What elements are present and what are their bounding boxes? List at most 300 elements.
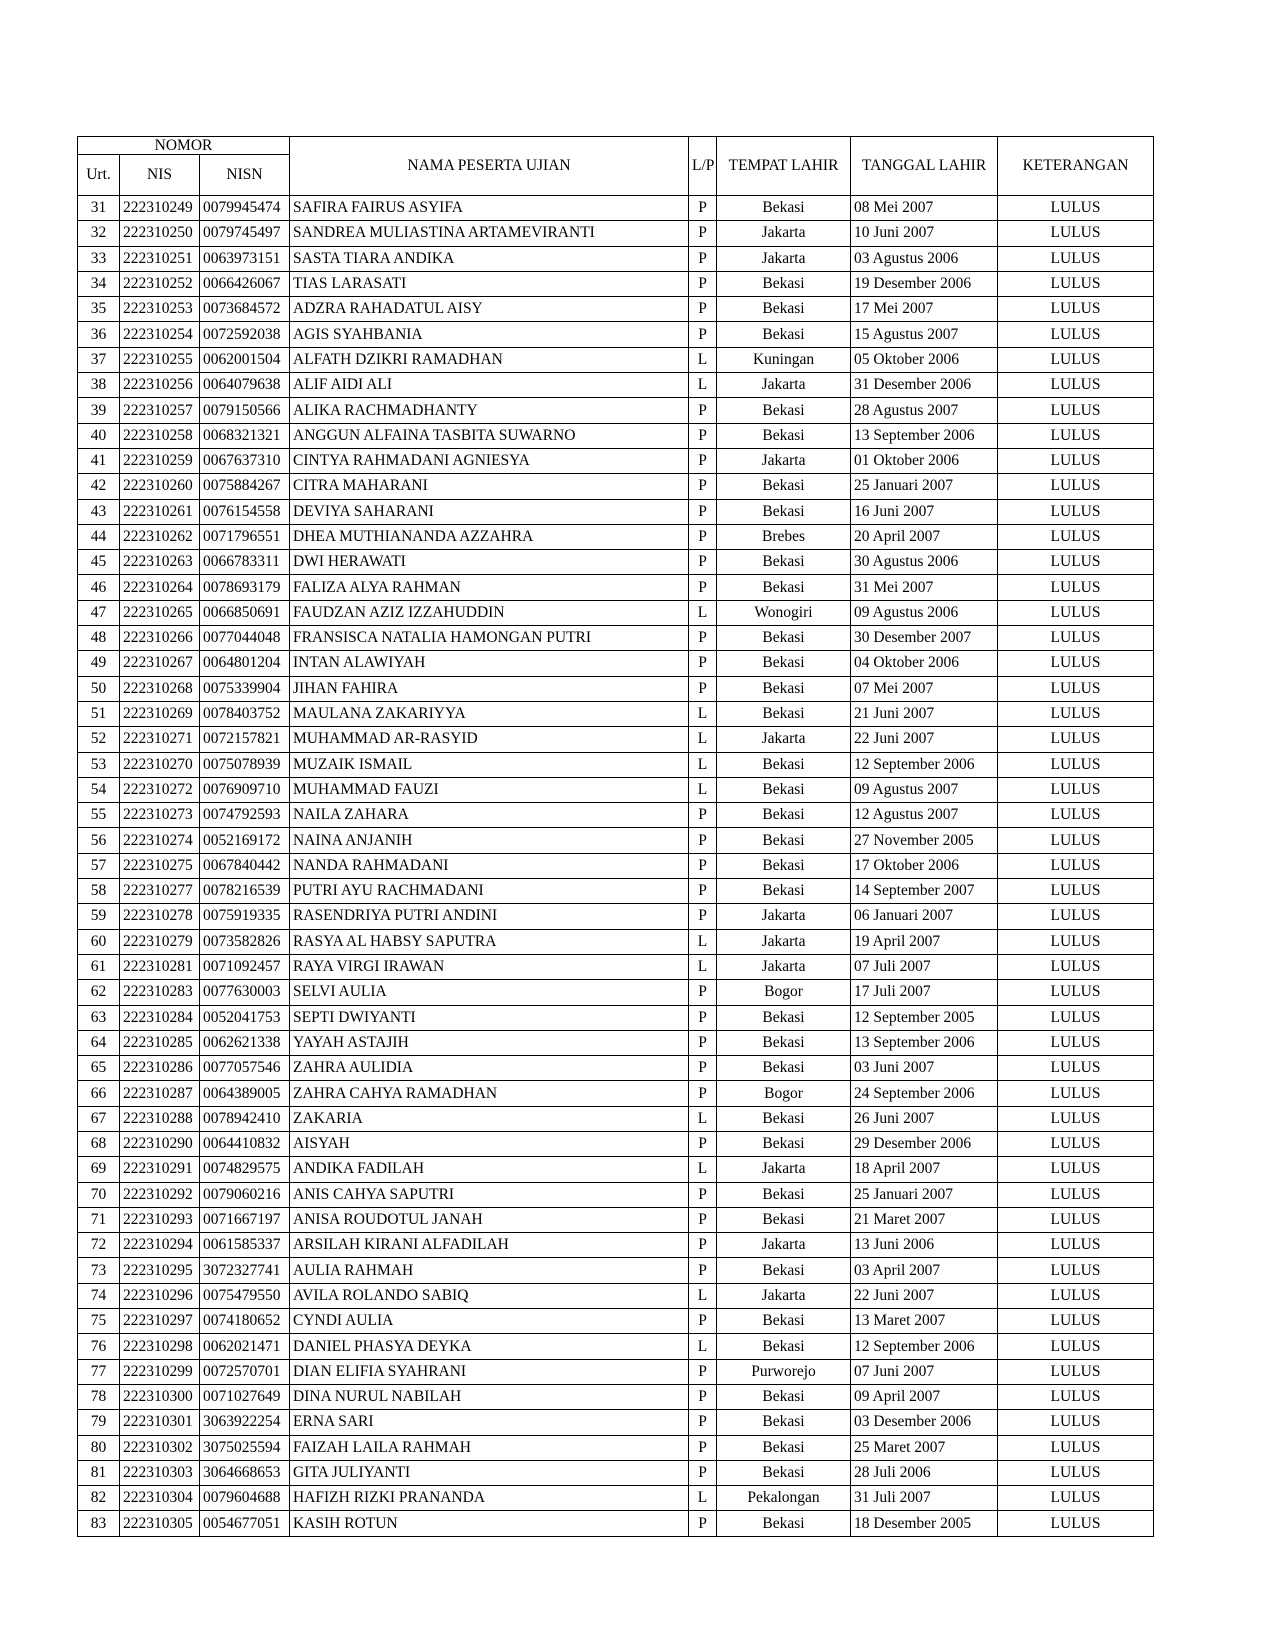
row-lp: P [689, 423, 717, 448]
row-tempat-lahir: Bekasi [717, 1030, 851, 1055]
row-nama: ANISA ROUDOTUL JANAH [290, 1207, 689, 1232]
table-row [78, 1334, 1154, 1359]
table-row [78, 1384, 1154, 1409]
row-nis: 222310268 [120, 676, 200, 701]
table-row [78, 322, 1154, 347]
row-tanggal-lahir: 12 Agustus 2007 [851, 803, 998, 828]
row-keterangan: LULUS [998, 448, 1154, 473]
table-row [78, 1283, 1154, 1308]
row-keterangan: LULUS [998, 1334, 1154, 1359]
row-nama: DIAN ELIFIA SYAHRANI [290, 1359, 689, 1384]
row-nisn: 0074792593 [200, 803, 290, 828]
row-urt: 37 [78, 347, 120, 372]
row-tanggal-lahir: 07 Juli 2007 [851, 954, 998, 979]
row-nisn: 0073684572 [200, 297, 290, 322]
row-nisn: 0062001504 [200, 347, 290, 372]
table-row [78, 271, 1154, 296]
row-nisn: 0078942410 [200, 1106, 290, 1131]
row-tempat-lahir: Jakarta [717, 1233, 851, 1258]
row-keterangan: LULUS [998, 1157, 1154, 1182]
row-tanggal-lahir: 28 Agustus 2007 [851, 398, 998, 423]
row-nisn: 0077630003 [200, 980, 290, 1005]
table-row [78, 777, 1154, 802]
row-lp: P [689, 828, 717, 853]
row-tempat-lahir: Jakarta [717, 1283, 851, 1308]
row-keterangan: LULUS [998, 524, 1154, 549]
row-lp: L [689, 347, 717, 372]
row-urt: 34 [78, 271, 120, 296]
table-row [78, 1486, 1154, 1511]
table-row [78, 1410, 1154, 1435]
row-urt: 35 [78, 297, 120, 322]
row-urt: 40 [78, 423, 120, 448]
row-tanggal-lahir: 17 Juli 2007 [851, 980, 998, 1005]
row-tempat-lahir: Bekasi [717, 1334, 851, 1359]
row-urt: 58 [78, 879, 120, 904]
row-lp: L [689, 1157, 717, 1182]
row-nama: ZAKARIA [290, 1106, 689, 1131]
row-nis: 222310250 [120, 221, 200, 246]
row-tempat-lahir: Bekasi [717, 651, 851, 676]
row-urt: 62 [78, 980, 120, 1005]
row-urt: 57 [78, 853, 120, 878]
row-keterangan: LULUS [998, 1359, 1154, 1384]
row-urt: 74 [78, 1283, 120, 1308]
row-nama: RAYA VIRGI IRAWAN [290, 954, 689, 979]
row-nis: 222310297 [120, 1309, 200, 1334]
row-keterangan: LULUS [998, 1207, 1154, 1232]
header-nisn: NISN [200, 155, 290, 196]
row-tempat-lahir: Jakarta [717, 904, 851, 929]
row-keterangan: LULUS [998, 398, 1154, 423]
row-keterangan: LULUS [998, 1435, 1154, 1460]
row-urt: 52 [78, 727, 120, 752]
row-nisn: 0067840442 [200, 853, 290, 878]
row-tempat-lahir: Kuningan [717, 347, 851, 372]
row-keterangan: LULUS [998, 322, 1154, 347]
row-urt: 68 [78, 1131, 120, 1156]
row-nis: 222310264 [120, 575, 200, 600]
row-nama: DHEA MUTHIANANDA AZZAHRA [290, 524, 689, 549]
row-keterangan: LULUS [998, 727, 1154, 752]
row-lp: P [689, 271, 717, 296]
row-nis: 222310254 [120, 322, 200, 347]
row-nama: ANGGUN ALFAINA TASBITA SUWARNO [290, 423, 689, 448]
row-nis: 222310256 [120, 373, 200, 398]
row-lp: L [689, 954, 717, 979]
row-lp: P [689, 879, 717, 904]
row-lp: L [689, 1486, 717, 1511]
row-urt: 32 [78, 221, 120, 246]
row-nisn: 0064389005 [200, 1081, 290, 1106]
row-nisn: 0073582826 [200, 929, 290, 954]
row-nama: ZAHRA AULIDIA [290, 1056, 689, 1081]
row-tanggal-lahir: 18 April 2007 [851, 1157, 998, 1182]
row-tanggal-lahir: 24 September 2006 [851, 1081, 998, 1106]
row-lp: P [689, 1030, 717, 1055]
row-tempat-lahir: Bekasi [717, 879, 851, 904]
row-lp: P [689, 853, 717, 878]
row-nama: CYNDI AULIA [290, 1309, 689, 1334]
row-nisn: 0071796551 [200, 524, 290, 549]
row-tanggal-lahir: 28 Juli 2006 [851, 1460, 998, 1485]
row-lp: L [689, 752, 717, 777]
row-keterangan: LULUS [998, 1410, 1154, 1435]
table-row [78, 879, 1154, 904]
row-urt: 42 [78, 474, 120, 499]
row-nama: SASTA TIARA ANDIKA [290, 246, 689, 271]
row-nisn: 0062021471 [200, 1334, 290, 1359]
row-tempat-lahir: Bekasi [717, 1384, 851, 1409]
row-nisn: 0062621338 [200, 1030, 290, 1055]
row-urt: 66 [78, 1081, 120, 1106]
row-tanggal-lahir: 31 Desember 2006 [851, 373, 998, 398]
row-nisn: 0071027649 [200, 1384, 290, 1409]
row-urt: 51 [78, 701, 120, 726]
row-urt: 76 [78, 1334, 120, 1359]
row-urt: 49 [78, 651, 120, 676]
row-nisn: 0054677051 [200, 1511, 290, 1536]
row-tanggal-lahir: 15 Agustus 2007 [851, 322, 998, 347]
row-nisn: 0077057546 [200, 1056, 290, 1081]
row-tanggal-lahir: 14 September 2007 [851, 879, 998, 904]
row-keterangan: LULUS [998, 373, 1154, 398]
row-tanggal-lahir: 07 Mei 2007 [851, 676, 998, 701]
table-row [78, 1005, 1154, 1030]
row-keterangan: LULUS [998, 651, 1154, 676]
row-tempat-lahir: Bekasi [717, 474, 851, 499]
table-row [78, 853, 1154, 878]
row-nama: MUHAMMAD FAUZI [290, 777, 689, 802]
row-lp: P [689, 1258, 717, 1283]
row-nisn: 0071092457 [200, 954, 290, 979]
row-tempat-lahir: Bekasi [717, 1309, 851, 1334]
row-lp: P [689, 803, 717, 828]
row-urt: 70 [78, 1182, 120, 1207]
row-tempat-lahir: Pekalongan [717, 1486, 851, 1511]
row-nisn: 0078403752 [200, 701, 290, 726]
row-nis: 222310302 [120, 1435, 200, 1460]
row-nis: 222310279 [120, 929, 200, 954]
table-row [78, 550, 1154, 575]
table-row [78, 626, 1154, 651]
table-row [78, 954, 1154, 979]
row-nisn: 0071667197 [200, 1207, 290, 1232]
row-keterangan: LULUS [998, 828, 1154, 853]
row-nama: INTAN ALAWIYAH [290, 651, 689, 676]
row-tanggal-lahir: 09 April 2007 [851, 1384, 998, 1409]
row-keterangan: LULUS [998, 1309, 1154, 1334]
row-lp: P [689, 1182, 717, 1207]
table-row [78, 398, 1154, 423]
row-nisn: 0064079638 [200, 373, 290, 398]
row-tempat-lahir: Jakarta [717, 221, 851, 246]
table-row [78, 1207, 1154, 1232]
row-nis: 222310270 [120, 752, 200, 777]
row-nis: 222310262 [120, 524, 200, 549]
table-row [78, 1056, 1154, 1081]
row-tempat-lahir: Jakarta [717, 448, 851, 473]
row-nama: ALFATH DZIKRI RAMADHAN [290, 347, 689, 372]
row-nis: 222310305 [120, 1511, 200, 1536]
table-row [78, 524, 1154, 549]
row-urt: 64 [78, 1030, 120, 1055]
row-nisn: 3075025594 [200, 1435, 290, 1460]
row-nis: 222310271 [120, 727, 200, 752]
row-nama: FRANSISCA NATALIA HAMONGAN PUTRI [290, 626, 689, 651]
row-urt: 77 [78, 1359, 120, 1384]
row-lp: P [689, 1056, 717, 1081]
table-row [78, 1460, 1154, 1485]
row-tanggal-lahir: 12 September 2006 [851, 1334, 998, 1359]
row-nisn: 0074829575 [200, 1157, 290, 1182]
row-keterangan: LULUS [998, 499, 1154, 524]
row-keterangan: LULUS [998, 1005, 1154, 1030]
table-row [78, 701, 1154, 726]
row-lp: P [689, 1460, 717, 1485]
row-urt: 31 [78, 196, 120, 221]
row-lp: P [689, 904, 717, 929]
row-tanggal-lahir: 22 Juni 2007 [851, 1283, 998, 1308]
row-lp: L [689, 1106, 717, 1131]
row-nis: 222310255 [120, 347, 200, 372]
row-keterangan: LULUS [998, 297, 1154, 322]
row-tempat-lahir: Jakarta [717, 727, 851, 752]
row-tanggal-lahir: 13 September 2006 [851, 1030, 998, 1055]
row-urt: 56 [78, 828, 120, 853]
row-keterangan: LULUS [998, 777, 1154, 802]
row-lp: P [689, 398, 717, 423]
row-nama: YAYAH ASTAJIH [290, 1030, 689, 1055]
row-nis: 222310303 [120, 1460, 200, 1485]
row-nis: 222310296 [120, 1283, 200, 1308]
row-tanggal-lahir: 12 September 2005 [851, 1005, 998, 1030]
row-keterangan: LULUS [998, 1081, 1154, 1106]
row-keterangan: LULUS [998, 600, 1154, 625]
row-keterangan: LULUS [998, 221, 1154, 246]
row-nama: MUZAIK ISMAIL [290, 752, 689, 777]
row-lp: L [689, 727, 717, 752]
row-keterangan: LULUS [998, 1486, 1154, 1511]
row-tanggal-lahir: 25 Januari 2007 [851, 474, 998, 499]
row-tanggal-lahir: 25 Januari 2007 [851, 1182, 998, 1207]
row-nama: AGIS SYAHBANIA [290, 322, 689, 347]
row-nis: 222310253 [120, 297, 200, 322]
row-tempat-lahir: Bekasi [717, 626, 851, 651]
row-tempat-lahir: Bekasi [717, 803, 851, 828]
row-tanggal-lahir: 01 Oktober 2006 [851, 448, 998, 473]
row-keterangan: LULUS [998, 271, 1154, 296]
row-urt: 71 [78, 1207, 120, 1232]
row-nis: 222310287 [120, 1081, 200, 1106]
row-nama: FALIZA ALYA RAHMAN [290, 575, 689, 600]
row-nama: FAIZAH LAILA RAHMAH [290, 1435, 689, 1460]
row-tanggal-lahir: 31 Mei 2007 [851, 575, 998, 600]
row-keterangan: LULUS [998, 1030, 1154, 1055]
row-lp: P [689, 322, 717, 347]
table-row [78, 828, 1154, 853]
row-tanggal-lahir: 03 Juni 2007 [851, 1056, 998, 1081]
table-row [78, 297, 1154, 322]
row-tempat-lahir: Bekasi [717, 853, 851, 878]
row-nama: TIAS LARASATI [290, 271, 689, 296]
table-row [78, 196, 1154, 221]
row-lp: P [689, 1207, 717, 1232]
header-tempat-lahir: TEMPAT LAHIR [717, 137, 851, 196]
row-nisn: 0075479550 [200, 1283, 290, 1308]
row-nis: 222310294 [120, 1233, 200, 1258]
row-tempat-lahir: Bekasi [717, 1435, 851, 1460]
row-tanggal-lahir: 04 Oktober 2006 [851, 651, 998, 676]
row-nisn: 0079945474 [200, 196, 290, 221]
row-tempat-lahir: Bekasi [717, 423, 851, 448]
row-keterangan: LULUS [998, 1056, 1154, 1081]
row-nama: SANDREA MULIASTINA ARTAMEVIRANTI [290, 221, 689, 246]
row-urt: 65 [78, 1056, 120, 1081]
row-nama: RASENDRIYA PUTRI ANDINI [290, 904, 689, 929]
row-keterangan: LULUS [998, 246, 1154, 271]
row-nama: DINA NURUL NABILAH [290, 1384, 689, 1409]
row-tanggal-lahir: 30 Desember 2007 [851, 626, 998, 651]
table-row [78, 575, 1154, 600]
row-lp: P [689, 676, 717, 701]
row-nama: AULIA RAHMAH [290, 1258, 689, 1283]
row-urt: 47 [78, 600, 120, 625]
students-table [77, 136, 1154, 1537]
row-tempat-lahir: Bekasi [717, 499, 851, 524]
row-tanggal-lahir: 29 Desember 2006 [851, 1131, 998, 1156]
row-lp: L [689, 1334, 717, 1359]
row-lp: P [689, 575, 717, 600]
row-urt: 50 [78, 676, 120, 701]
row-nama: ANIS CAHYA SAPUTRI [290, 1182, 689, 1207]
row-nis: 222310273 [120, 803, 200, 828]
row-keterangan: LULUS [998, 879, 1154, 904]
table-row [78, 448, 1154, 473]
row-nama: AVILA ROLANDO SABIQ [290, 1283, 689, 1308]
row-lp: P [689, 651, 717, 676]
row-urt: 59 [78, 904, 120, 929]
row-tanggal-lahir: 31 Juli 2007 [851, 1486, 998, 1511]
row-tanggal-lahir: 13 Juni 2006 [851, 1233, 998, 1258]
row-nis: 222310293 [120, 1207, 200, 1232]
row-keterangan: LULUS [998, 1258, 1154, 1283]
row-nama: CITRA MAHARANI [290, 474, 689, 499]
row-nisn: 3072327741 [200, 1258, 290, 1283]
row-tempat-lahir: Bekasi [717, 1460, 851, 1485]
header-urt: Urt. [78, 155, 120, 196]
row-nis: 222310267 [120, 651, 200, 676]
row-tanggal-lahir: 25 Maret 2007 [851, 1435, 998, 1460]
row-tanggal-lahir: 12 September 2006 [851, 752, 998, 777]
table-row [78, 1030, 1154, 1055]
row-tanggal-lahir: 07 Juni 2007 [851, 1359, 998, 1384]
row-nama: JIHAN FAHIRA [290, 676, 689, 701]
row-tempat-lahir: Bekasi [717, 1511, 851, 1536]
header-keterangan: KETERANGAN [998, 137, 1154, 196]
row-urt: 72 [78, 1233, 120, 1258]
row-keterangan: LULUS [998, 980, 1154, 1005]
row-tempat-lahir: Bekasi [717, 1056, 851, 1081]
row-nisn: 0068321321 [200, 423, 290, 448]
row-nama: NAILA ZAHARA [290, 803, 689, 828]
row-nis: 222310275 [120, 853, 200, 878]
row-nis: 222310266 [120, 626, 200, 651]
row-lp: P [689, 448, 717, 473]
row-urt: 48 [78, 626, 120, 651]
row-lp: P [689, 1435, 717, 1460]
row-nis: 222310301 [120, 1410, 200, 1435]
row-tanggal-lahir: 03 April 2007 [851, 1258, 998, 1283]
row-tempat-lahir: Bekasi [717, 1207, 851, 1232]
row-nama: ERNA SARI [290, 1410, 689, 1435]
table-row [78, 904, 1154, 929]
row-nisn: 0079150566 [200, 398, 290, 423]
row-nama: DWI HERAWATI [290, 550, 689, 575]
row-tempat-lahir: Wonogiri [717, 600, 851, 625]
row-nisn: 0076909710 [200, 777, 290, 802]
row-nisn: 0079604688 [200, 1486, 290, 1511]
table-row [78, 1081, 1154, 1106]
row-keterangan: LULUS [998, 196, 1154, 221]
row-tanggal-lahir: 13 Maret 2007 [851, 1309, 998, 1334]
row-tempat-lahir: Bekasi [717, 752, 851, 777]
row-tempat-lahir: Bekasi [717, 196, 851, 221]
row-tempat-lahir: Jakarta [717, 373, 851, 398]
row-tempat-lahir: Bekasi [717, 1258, 851, 1283]
row-tempat-lahir: Bekasi [717, 828, 851, 853]
row-nis: 222310251 [120, 246, 200, 271]
row-nisn: 0067637310 [200, 448, 290, 473]
header-nama: NAMA PESERTA UJIAN [290, 137, 689, 196]
row-keterangan: LULUS [998, 347, 1154, 372]
row-urt: 80 [78, 1435, 120, 1460]
row-urt: 82 [78, 1486, 120, 1511]
row-tempat-lahir: Jakarta [717, 246, 851, 271]
row-lp: L [689, 1283, 717, 1308]
table-row [78, 474, 1154, 499]
row-nis: 222310269 [120, 701, 200, 726]
row-tempat-lahir: Bogor [717, 1081, 851, 1106]
table-row [78, 499, 1154, 524]
row-keterangan: LULUS [998, 1460, 1154, 1485]
row-nama: CINTYA RAHMADANI AGNIESYA [290, 448, 689, 473]
table-row [78, 221, 1154, 246]
row-tempat-lahir: Bekasi [717, 1106, 851, 1131]
row-urt: 53 [78, 752, 120, 777]
row-tempat-lahir: Bogor [717, 980, 851, 1005]
table-row [78, 929, 1154, 954]
row-keterangan: LULUS [998, 1106, 1154, 1131]
row-nama: HAFIZH RIZKI PRANANDA [290, 1486, 689, 1511]
row-nis: 222310292 [120, 1182, 200, 1207]
row-lp: P [689, 196, 717, 221]
table-row [78, 1258, 1154, 1283]
row-nama: KASIH ROTUN [290, 1511, 689, 1536]
row-nisn: 0066850691 [200, 600, 290, 625]
row-tempat-lahir: Bekasi [717, 701, 851, 726]
row-nisn: 0066426067 [200, 271, 290, 296]
row-urt: 54 [78, 777, 120, 802]
row-nama: ADZRA RAHADATUL AISY [290, 297, 689, 322]
row-tempat-lahir: Bekasi [717, 1131, 851, 1156]
row-nama: NANDA RAHMADANI [290, 853, 689, 878]
table-body [78, 196, 1154, 1537]
row-lp: L [689, 600, 717, 625]
table-row [78, 373, 1154, 398]
row-nisn: 0052041753 [200, 1005, 290, 1030]
row-tanggal-lahir: 27 November 2005 [851, 828, 998, 853]
